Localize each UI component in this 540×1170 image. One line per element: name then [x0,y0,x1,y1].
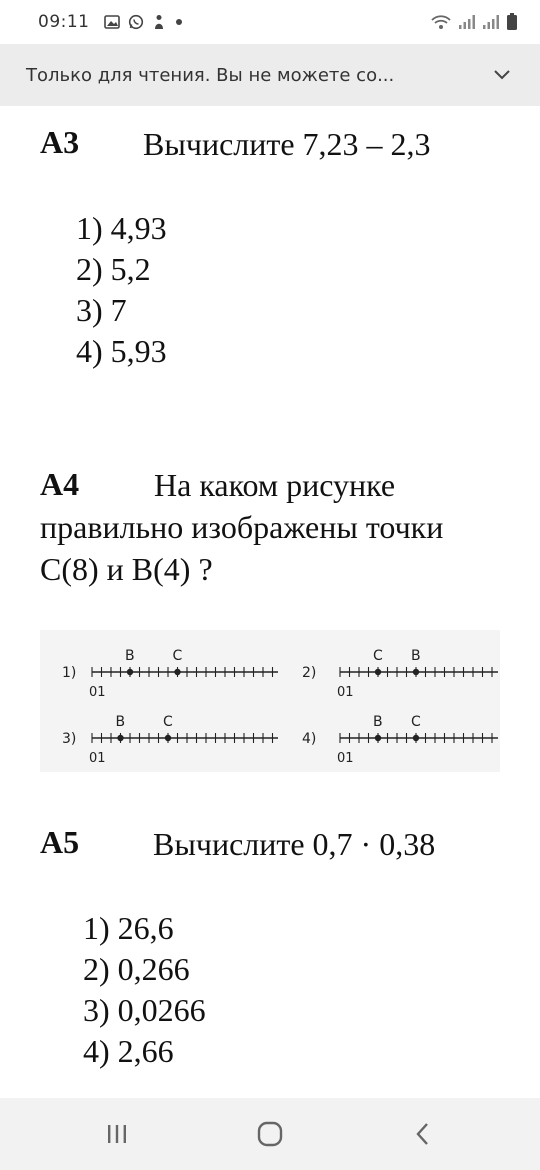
status-time: 09:11 [38,12,90,32]
back-button[interactable] [393,1109,453,1159]
question-text: Вычислите 0,7 · 0,38 [153,826,436,862]
option: 3) 0,0266 [83,992,206,1028]
panel-label: 4) [302,731,317,747]
point-c [413,735,419,741]
option: 1) 26,6 [83,910,174,946]
option: 2) 0,266 [83,951,190,987]
point-label: C [411,714,421,730]
document-page [0,106,540,1098]
number-line-figure [40,630,500,772]
point-label: B [115,714,126,730]
option: 4) 2,66 [83,1033,174,1069]
question-text-line: На каком рисунке [154,467,396,503]
system-icons [430,13,518,31]
point-c [174,669,180,675]
question-number: А3 [40,124,80,160]
signal-icon [482,14,500,30]
dot-icon [174,17,184,27]
question-number: А5 [40,824,80,860]
wifi-icon [430,14,452,30]
answer-options [76,208,167,372]
point-label: C [163,714,173,730]
chevron-down-icon[interactable] [490,63,514,87]
point-label: C [172,648,183,664]
home-button[interactable] [240,1109,300,1159]
point-c [165,735,171,741]
origin-label: 01 [337,751,354,766]
recent-apps-icon [105,1123,129,1145]
signal-icon [458,14,476,30]
point-label: B [373,714,383,730]
point-b [117,735,123,741]
answer-options [83,908,206,1072]
question-text-line: С(8) и В(4) ? [40,551,213,587]
recent-apps-button[interactable] [87,1109,147,1159]
option: 2) 5,2 [76,251,151,287]
panel-label: 1) [62,665,77,681]
question-number: А4 [40,466,80,502]
origin-label: 01 [89,751,106,766]
option: 3) 7 [76,292,127,328]
point-b [413,669,419,675]
navigation-bar [0,1098,540,1170]
question-a5 [40,824,79,862]
question-text-line: правильно изображены точки [40,509,444,545]
panel-label: 2) [302,665,317,681]
back-icon [413,1121,433,1147]
question-a4 [40,466,79,504]
person-icon [152,14,166,30]
point-c [375,669,381,675]
question-text: Вычислите 7,23 – 2,3 [143,126,431,162]
whatsapp-icon [128,14,144,30]
origin-label: 01 [337,685,354,700]
status-bar [0,0,540,44]
image-icon [104,15,120,29]
point-label: C [373,648,383,664]
panel-label: 3) [62,731,77,747]
point-label: B [125,648,135,664]
notification-icons [104,14,184,30]
point-b [375,735,381,741]
banner-text: Только для чтения. Вы не можете со... [26,64,395,86]
home-icon [256,1121,284,1147]
option: 1) 4,93 [76,210,167,246]
option: 4) 5,93 [76,333,167,369]
question-a3 [40,124,79,162]
origin-label: 01 [89,685,106,700]
point-b [127,669,133,675]
battery-icon [506,13,518,31]
point-label: B [411,648,421,664]
read-only-banner[interactable] [0,44,540,106]
